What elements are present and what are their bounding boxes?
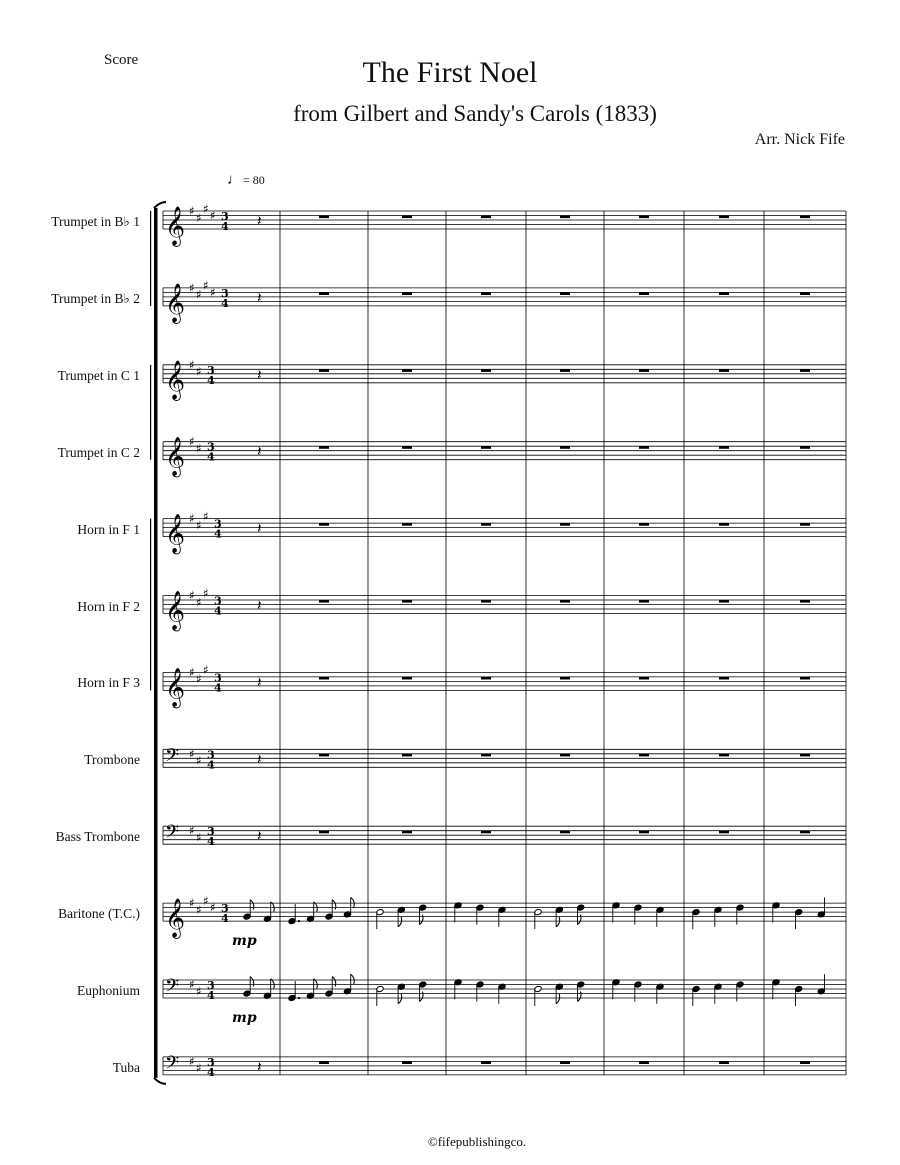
whole-rest (319, 446, 329, 449)
sharp-icon: ♯ (196, 364, 202, 379)
whole-rest (639, 446, 649, 449)
group-bracket (150, 519, 151, 691)
sharp-icon: ♯ (189, 204, 195, 218)
whole-rest (560, 677, 570, 680)
bass-clef-icon: 𝄢 (165, 1052, 180, 1078)
whole-rest (719, 1061, 729, 1064)
sharp-icon: ♯ (203, 278, 209, 293)
whole-rest (402, 1061, 412, 1064)
treble-clef-icon: 𝄞 (165, 282, 186, 323)
instrument-label: Trumpet in C 2 (57, 444, 140, 460)
sharp-icon: ♯ (210, 900, 216, 915)
time-signature-bottom: 4 (214, 604, 222, 618)
whole-rest (319, 216, 329, 219)
sharp-icon: ♯ (196, 595, 202, 610)
whole-rest (800, 216, 810, 219)
whole-rest (560, 369, 570, 372)
whole-rest (481, 216, 491, 219)
quarter-rest-icon: 𝄽 (257, 673, 262, 692)
dot (298, 997, 300, 999)
sharp-icon: ♯ (189, 977, 195, 992)
time-signature-top: 3 (221, 210, 229, 223)
whole-rest (560, 446, 570, 449)
time-signature-top: 3 (221, 286, 229, 300)
instrument-label: Euphonium (77, 983, 140, 998)
whole-rest (719, 446, 729, 449)
flag (351, 897, 355, 907)
treble-clef-icon: 𝄞 (165, 898, 186, 939)
time-signature-bottom: 4 (207, 835, 215, 849)
time-signature-bottom: 4 (207, 373, 215, 387)
whole-rest (800, 677, 810, 680)
whole-rest (402, 523, 412, 526)
sharp-icon: ♯ (203, 509, 209, 524)
quarter-rest-icon: 𝄽 (257, 596, 262, 615)
whole-rest (639, 369, 649, 372)
whole-rest (402, 216, 412, 219)
sharp-icon: ♯ (203, 586, 209, 601)
whole-rest (719, 754, 729, 757)
time-signature-bottom: 4 (207, 1065, 215, 1079)
whole-rest (319, 1061, 329, 1064)
sharp-icon: ♯ (189, 823, 195, 838)
whole-rest (481, 292, 491, 295)
instrument-label: Bass Trombone (55, 829, 140, 845)
treble-clef-icon: 𝄞 (165, 206, 186, 246)
time-signature-top: 3 (207, 825, 215, 839)
whole-rest (402, 677, 412, 680)
flag (250, 900, 254, 910)
whole-rest (639, 754, 649, 757)
instrument-label: Trumpet in B♭ 2 (51, 290, 140, 306)
instrument-label: Trumpet in B♭ 1 (51, 214, 140, 229)
quarter-rest-icon: 𝄽 (257, 827, 262, 846)
quarter-rest-icon: 𝄽 (257, 750, 262, 769)
whole-rest (719, 292, 729, 295)
whole-rest (719, 523, 729, 526)
whole-rest (800, 292, 810, 295)
time-signature-top: 3 (214, 594, 222, 608)
whole-rest (719, 600, 729, 603)
whole-rest (560, 523, 570, 526)
quarter-rest-icon: 𝄽 (257, 442, 262, 461)
time-signature-top: 3 (207, 440, 215, 454)
sharp-icon: ♯ (196, 441, 202, 456)
flag (556, 994, 560, 1004)
quarter-rest-icon: 𝄽 (257, 212, 262, 230)
flag (577, 992, 581, 1002)
sharp-icon: ♯ (189, 357, 195, 372)
flag (419, 992, 423, 1002)
whole-rest (319, 677, 329, 680)
treble-clef-icon: 𝄞 (165, 667, 186, 708)
sharp-icon: ♯ (189, 434, 195, 449)
whole-rest (719, 216, 729, 219)
whole-rest (481, 600, 491, 603)
sharp-icon: ♯ (196, 902, 202, 917)
time-signature-top: 3 (207, 363, 215, 377)
flag (398, 917, 402, 927)
quarter-rest-icon: 𝄽 (257, 1057, 262, 1076)
whole-rest (319, 523, 329, 526)
arranger-credit: Arr. Nick Fife (754, 131, 845, 148)
flag (577, 915, 581, 925)
sharp-icon: ♯ (189, 280, 195, 295)
instrument-label: Horn in F 3 (77, 675, 140, 691)
whole-rest (560, 600, 570, 603)
sharp-icon: ♯ (196, 287, 202, 302)
time-signature-bottom: 4 (221, 912, 229, 926)
time-signature-bottom: 4 (221, 296, 229, 310)
copyright: ©fifepublishingco. (427, 1134, 527, 1149)
sharp-icon: ♯ (196, 984, 202, 999)
sharp-icon: ♯ (196, 518, 202, 533)
quarter-rest-icon: 𝄽 (257, 519, 262, 538)
whole-rest (402, 831, 412, 834)
bass-clef-icon: 𝄢 (165, 822, 180, 848)
whole-rest (639, 677, 649, 680)
whole-rest (800, 754, 810, 757)
sharp-icon: ♯ (189, 746, 195, 761)
treble-clef-icon: 𝄞 (165, 359, 186, 400)
time-signature-bottom: 4 (207, 758, 215, 772)
sharp-icon: ♯ (189, 511, 195, 526)
instrument-label: Tuba (112, 1059, 140, 1075)
group-bracket (150, 211, 151, 306)
flag (351, 974, 355, 984)
sharp-icon: ♯ (196, 753, 202, 768)
whole-rest (402, 600, 412, 603)
sharp-icon: ♯ (196, 830, 202, 845)
time-signature-top: 3 (207, 1055, 215, 1069)
sharp-icon: ♯ (196, 210, 202, 225)
whole-rest (481, 1061, 491, 1064)
whole-rest (800, 523, 810, 526)
time-signature-bottom: 4 (207, 450, 215, 464)
system-bracket (154, 208, 158, 1078)
whole-rest (402, 446, 412, 449)
flag (332, 900, 336, 910)
time-signature-top: 3 (214, 517, 222, 531)
instrument-label: Trumpet in C 1 (57, 367, 140, 383)
whole-rest (639, 1061, 649, 1064)
treble-clef-icon: 𝄞 (165, 590, 186, 631)
whole-rest (319, 754, 329, 757)
whole-rest (481, 754, 491, 757)
quarter-note-icon: ♩ (227, 172, 242, 188)
sharp-icon: ♯ (196, 1061, 202, 1076)
flag (556, 917, 560, 927)
treble-clef-icon: 𝄞 (165, 436, 186, 477)
dynamic-marking: mp (232, 933, 257, 950)
whole-rest (481, 523, 491, 526)
whole-rest (800, 1061, 810, 1064)
whole-rest (319, 369, 329, 372)
time-signature-top: 3 (207, 979, 215, 992)
bass-clef-icon: 𝄢 (165, 745, 180, 771)
whole-rest (639, 831, 649, 834)
whole-rest (319, 831, 329, 834)
instrument-label: Baritone (T.C.) (58, 906, 140, 922)
sharp-icon: ♯ (210, 285, 216, 300)
whole-rest (719, 831, 729, 834)
sharp-icon: ♯ (210, 208, 216, 223)
whole-rest (481, 831, 491, 834)
whole-rest (481, 369, 491, 372)
time-signature-bottom: 4 (214, 527, 222, 541)
group-bracket (150, 365, 151, 460)
whole-rest (639, 600, 649, 603)
sharp-icon: ♯ (196, 672, 202, 687)
time-signature-top: 3 (221, 902, 229, 916)
whole-rest (402, 292, 412, 295)
instrument-label: Horn in F 2 (77, 598, 140, 614)
sharp-icon: ♯ (203, 663, 209, 678)
flag (250, 977, 254, 987)
whole-rest (800, 369, 810, 372)
whole-rest (560, 831, 570, 834)
tempo-value: = 80 (243, 173, 265, 187)
time-signature-bottom: 4 (214, 681, 222, 695)
whole-rest (719, 369, 729, 372)
whole-rest (560, 1061, 570, 1064)
bracket-bottom-hook (154, 1078, 166, 1084)
whole-rest (639, 216, 649, 219)
time-signature-top: 3 (214, 671, 222, 685)
dynamic-marking: mp (232, 1010, 257, 1026)
whole-rest (639, 292, 649, 295)
whole-rest (560, 754, 570, 757)
whole-rest (560, 292, 570, 295)
time-signature-bottom: 4 (221, 220, 229, 233)
whole-rest (481, 677, 491, 680)
dot (298, 920, 300, 922)
time-signature-bottom: 4 (207, 989, 215, 1002)
sharp-icon: ♯ (203, 201, 209, 216)
sharp-icon: ♯ (189, 1054, 195, 1069)
quarter-rest-icon: 𝄽 (257, 288, 262, 307)
sharp-icon: ♯ (189, 896, 195, 911)
instrument-label: Trombone (84, 752, 140, 768)
whole-rest (800, 600, 810, 603)
whole-rest (319, 600, 329, 603)
whole-rest (800, 831, 810, 834)
sharp-icon: ♯ (189, 588, 195, 603)
whole-rest (560, 216, 570, 219)
flag (419, 915, 423, 925)
sharp-icon: ♯ (203, 893, 209, 908)
whole-rest (719, 677, 729, 680)
flag (332, 977, 336, 987)
score-label: Score (104, 52, 139, 68)
time-signature-top: 3 (207, 748, 215, 762)
quarter-rest-icon: 𝄽 (257, 365, 262, 384)
instrument-label: Horn in F 1 (77, 521, 140, 537)
whole-rest (481, 446, 491, 449)
whole-rest (402, 369, 412, 372)
bass-clef-icon: 𝄢 (165, 976, 180, 1001)
treble-clef-icon: 𝄞 (165, 513, 186, 554)
whole-rest (639, 523, 649, 526)
whole-rest (402, 754, 412, 757)
whole-rest (800, 446, 810, 449)
whole-rest (319, 292, 329, 295)
page-title: The First Noel (362, 56, 538, 89)
flag (398, 994, 402, 1004)
subtitle: from Gilbert and Sandy's Carols (1833) (293, 101, 657, 126)
sharp-icon: ♯ (189, 665, 195, 680)
